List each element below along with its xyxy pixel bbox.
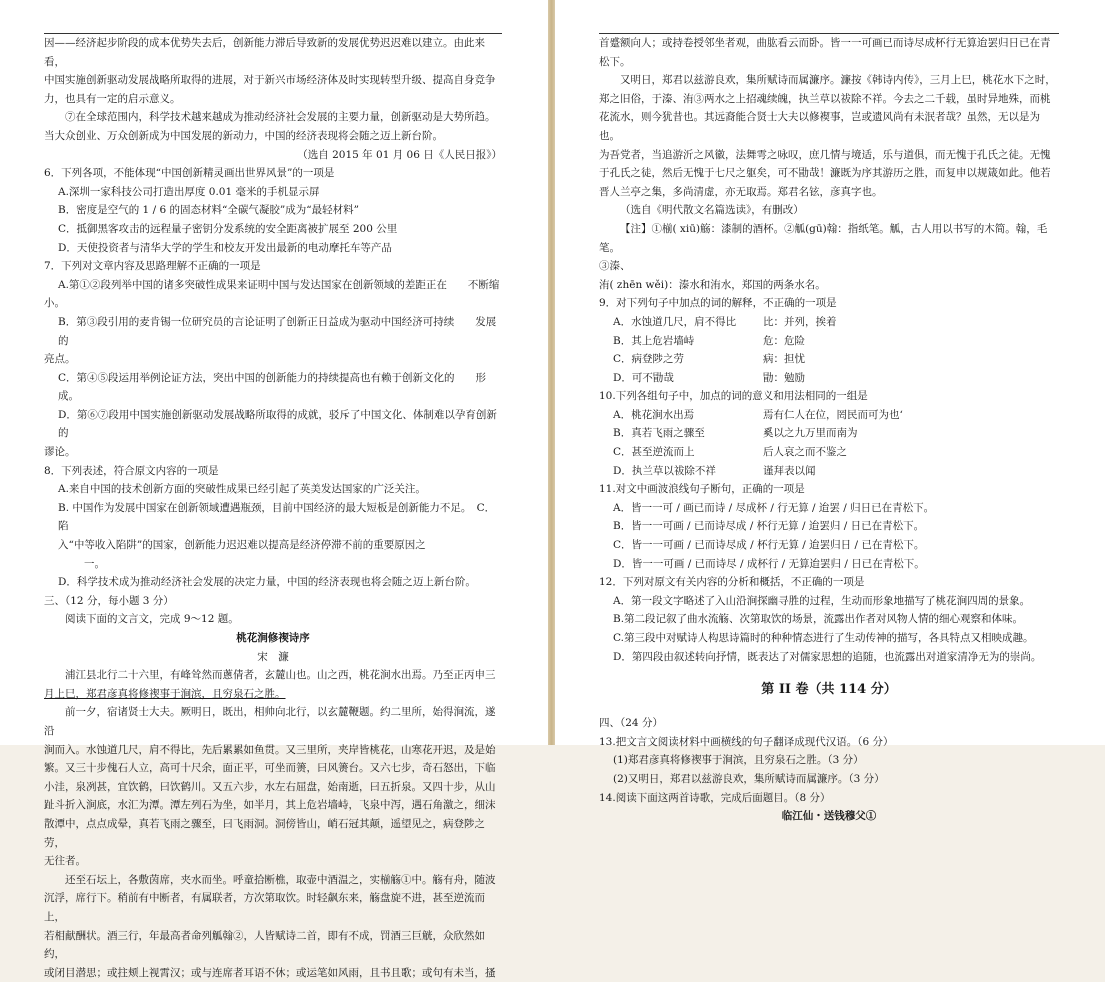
option: A.深圳一家科技公司打造出厚度 0.01 毫米的手机显示屏 [58,185,320,198]
source-citation: （选自《明代散文名篇选读》，有删改） [620,204,804,217]
top-rule-left [44,33,502,34]
passage-line: 于孔氏之徒，然后无愧于七尺之躯矣，可不勖哉！濂既为序其游历之胜，而复申以规箴如此。他若 [599,167,1051,180]
question-8: 8．下列表述，符合原文内容的一项是 [44,464,219,477]
option: B．真若飞雨之骤至 奚以之九万里而南为 [613,427,858,440]
option-continued: 入“中等收入陷阱”的国家，创新能力迟迟难以提高是经济停滞不前的重要原因之 [58,539,426,552]
passage-line: 散潭中，点点成晕，真若飞雨之骤至，曰飞雨洞。洞傍皆山，峭石冠其颠，遥望见之，病登陟之劳， [44,817,485,849]
question-9: 9．对下列句子中加点的词的解释，不正确的一项是 [599,297,837,310]
passage-line: 小洼，泉冽甚，宜饮鹤，曰饮鹤川。又五六步，水左右屈盘，始南逝，曰五折泉。又四十步，从山 [44,780,496,793]
section-heading: 三、（12 分，每小题 3 分） [44,594,174,607]
passage-line: 趾斗折入涧底，水汇为潭。潭左列石为坐，如半月，其上危岩墙峙，飞泉中泻，遇石角激之，细沫 [44,799,496,812]
option: D．天使投资者与清华大学的学生和校友开发出最新的电动摩托车等产品 [58,241,392,254]
source-citation: （选自 2015 年 01 月 06 日《人民日报》） [297,148,502,161]
option: D．皆一一可画 / 已而诗尽 / 成杯行 / 无算迨罢归 / 日已在青松下。 [613,557,925,570]
option: D．第四段由叙述转向抒情，既表达了对儒家思想的追随，也流露出对道家清净无为的崇尚。 [613,650,1042,663]
passage-line: 浦江县北行二十六里，有峰耸然而蔥倩者，玄麓山也。山之西，桃花涧水出焉。乃至正丙申三 [65,669,496,682]
top-rule-right [599,33,1059,34]
option: D．第⑥⑦段用中国实施创新驱动发展战略所取得的成就，驳斥了中国文化、体制难以孕育创新的 [58,408,497,440]
text-line: ⑦在全球范围内，科学技术越来越成为推动经济社会发展的主要力量，创新驱动是大势所趋。 [65,111,496,124]
left-page [0,0,548,979]
option: A.第①②段列举中国的诸多突破性成果来证明中国与发达国家在创新领域的差距正在 不断缩 [58,278,500,291]
option: D．科学技术成为推动经济社会发展的决定力量，中国的经济表现也将会随之迈上新台阶。 [58,576,476,589]
option: C.第三段中对赋诗人构思诗篇时的种种情态进行了生动传神的描写，各具特点又相映成趣。 [613,632,1034,644]
passage-line: 繁。又三十步傀石人立，高可十尺余，面正平，可坐而箦，曰风箦台。又六七步，奇石怒出，下临 [44,762,496,775]
passage-line: 郑之旧俗，于溱、洧③两水之上招魂续魄，执兰草以祓除不祥。今去之二千载，虽时异地殊，而桃 [599,92,1051,105]
option: B．密度是空气的 1 / 6 的固态材料“全碳气凝胶”成为“最轻材料” [58,204,359,217]
option-continued: 亮点。 [44,353,76,366]
option: B. 中国作为发展中国家在创新领域遭遇瓶颈，目前中国经济的最大短板是创新能力不足。 C．陷 [58,501,496,533]
text-line: 中国实施创新驱动发展战略所取得的进展，对于新兴市场经济体及时实现转型升级、提高自身竞争 [44,74,496,87]
section-heading: 四、（24 分） [599,717,663,730]
option: A．皆一一可 / 画已而诗 / 尽成杯 / 行无算 / 迨罢 / 归日已在青松下。 [613,501,935,514]
option: A．水蚀道几尺，肩不得比 比：并列，挨着 [613,315,837,328]
option-continued: 一。 [84,557,105,570]
passage-line: 无往者。 [44,855,86,868]
passage-author: 宋 濂 [257,650,289,663]
notes: 【注】①椾( xiū)觞：漆制的酒杯。②觚(gū)翰：指纸笔。觚，古人用以书写的木简。翰，毛笔。 [599,222,1048,254]
passage-line: 又明日，郑君以兹游良欢，集所赋诗而属濂序。濂按《韩诗内传》，三月上巳，桃花水下之时， [620,74,1056,87]
passage-line: 沉浮，席行下。稍前有中断者，有属联者，方次第取饮。时轻飙东来，觞盘旋不进，甚至逆流而上， [44,892,485,923]
question-6: 6．下列各项，不能体现“中国创新精灵画出世界风景”的一项是 [44,167,335,180]
passage-line: 还至石坛上，各敷茵席，夹水而坐。呼童拾断樵，取壶中酒温之，实椾觞①中。觞有舟，随波 [65,873,496,886]
passage-line: 或闭目潜思；或拄颊上视霄汉；或与连席者耳语不休；或运笔如风雨，且书且歌；或句有未当，搔 [44,966,496,979]
instruction: 阅读下面的文言文，完成 9～12 题。 [65,613,239,626]
option: C．病登陟之劳 病：担忧 [613,353,805,366]
question-12: 12．下列对原文有关内容的分析和概括，不正确的一项是 [599,576,865,589]
text-line: 因——经济起步阶段的成本优势失去后，创新能力滞后导致新的发展优势迟迟难以建立。由此来看， [44,37,485,68]
option: C．抵御黑客攻击的远程量子密钥分发系统的安全距离被扩展至 200 公里 [58,222,398,235]
passage-line: 若相献酬状。酒三行，年最高者命列觚翰②，人皆赋诗二首，即有不成，罚酒三巨觥，众欣然如约， [44,929,485,961]
notes: 洧( zhēn wěi)：溱水和洧水，郑国的两条水名。 [599,278,826,291]
option: A.来自中国的技术创新方面的突破性成果已经引起了英美发达国家的广泛关注。 [58,483,426,496]
passage-line [44,685,502,704]
option: A．桃花涧水出焉 焉有仁人在位，罔民而可为也‘ [613,408,903,421]
passage-line: 为吾党者，当追游沂之风徽，法舞雩之咏叹，庶几情与境适，乐与道俱，而无愧于孔氏之徒。无愧 [599,148,1051,161]
question-7: 7．下列对文章内容及思路理解不正确的一项是 [44,260,261,273]
option: C．皆一一可画 / 已而诗尽成 / 杯行无算 / 迨罢归日 / 已在青松下。 [613,539,925,552]
option-continued: 小。 [44,297,65,310]
option: B.第二段记叙了曲水流觞、次第取饮的场景，流露出作者对风物人情的细心观察和体味。 [613,613,1024,626]
question-11: 11.对文中画波浪线句子断句，正确的一项是 [599,483,805,496]
option: A．第一段文字略述了入山沿涧探幽寻胜的过程，生动而形象地描写了桃花涧四周的景象。 [613,594,1031,607]
option: C．甚至逆流而上 后人哀之而不鉴之 [613,446,847,459]
option: D．可不勖哉 勖：勉励 [613,371,805,384]
text-line: 当大众创业、万众创新成为中国发展的新动力，中国的经济表现将会随之迈上新台阶。 [44,129,443,142]
question-14: 14.阅读下面这两首诗歌，完成后面题目。（8 分） [599,791,831,804]
sub-question: (2)又明日，郑君以兹游良欢，集所赋诗而属濂序。（3 分） [613,772,885,785]
text-line: 力，也具有一定的启示意义。 [44,92,181,105]
passage-line: 首蹙额向人；或持卷授邻坐者观，曲肱看云而卧。皆一一可画已而诗尽成杯行无算迨罢归日已在青 [599,37,1051,49]
underlined-sentence: 月上巳，郑君彦真将修禊事于涧滨，且穷泉石之胜。 [44,687,286,700]
page-gutter [548,0,555,745]
option: B．皆一一可画 / 已而诗尽成 / 杯行无算 / 迨罢归 / 日已在青松下。 [613,520,925,533]
passage-line: 晋人兰亭之集，多尚清虚，亦无取焉。郑君名铉，彦真字也。 [599,185,883,198]
option: D．执兰草以祓除不祥 谨拜表以闻 [613,464,816,477]
question-13: 13.把文言文阅读材料中画横线的句子翻译成现代汉语。（6 分） [599,735,894,748]
option: B．第③段引用的麦肯锡一位研究员的言论证明了创新正日益成为驱动中国经济可持续 发展的 [58,315,497,347]
passage-line: 松下。 [599,55,631,68]
right-page [555,0,1105,823]
option: B．其上危岩墙峙 危：危险 [613,334,805,347]
passage-title: 桃花涧修禊诗序 [236,632,310,644]
passage-line: 前一夕，宿诸贤士大夫。厥明日，既出，相帅向北行，以玄麓鞭题。约二里所，始得涧流，遂沿 [44,706,496,737]
sub-question: (1)郑君彦真将修禊事于涧滨，且穷泉石之胜。（3 分） [613,754,864,767]
volume-heading: 第 II 卷（共 114 分） [761,682,897,698]
poem-title: 临江仙・送钱穆父① [781,810,877,823]
passage-line: 花流水，则今犹昔也。其远裔能合贤士大夫以修褉事，岂或遗风尚有未泯者哉？虽然，无以是为也。 [599,111,1040,142]
question-10: 10.下列各组句子中，加点的词的意义和用法相同的一组是 [599,390,868,403]
option-continued: 谬论。 [44,446,76,459]
passage-line: 涧而入。水蚀道几尺，肩不得比，先后累累如鱼贯。又三里所，夹岸皆桃花，山寒花开迟，及是始 [44,743,496,756]
option: C．第④⑤段运用举例论证方法，突出中国的创新能力的持续提高也有赖于创新文化的 形成。 [58,371,487,403]
notes: ③溱、 [599,260,631,273]
